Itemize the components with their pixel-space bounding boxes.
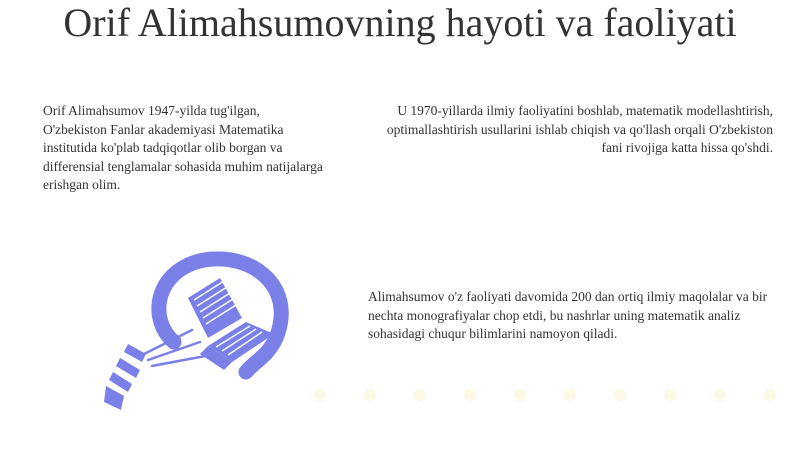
lightbulb-book-icon <box>96 250 316 425</box>
paragraph-publications: Alimahsumov o'z faoliyati davomida 200 dan ortiq ilmiy maqolalar va bir nechta monografiyalar chop etdi, bu nashrlar uning matematik analiz sohasidagi chuqur bilimlarini namoyon qiladi. <box>368 289 768 341</box>
decorative-dots <box>300 380 800 410</box>
page-title: Orif Alimahsumovning hayoti va faoliyati <box>63 0 737 45</box>
paragraph-career: U 1970-yillarda ilmiy faoliyatini boshlab, matematik modellashtirish, optimallashtirish usullarini ishlab chiqish va qo'llash orqali O'zbekiston fani rivojiga katta hissa qo'shdi. <box>386 103 773 155</box>
paragraph-birth: Orif Alimahsumov 1947-yilda tug'ilgan, O'zbekiston Fanlar akademiyasi Matematika institutida ko'plab tadqiqotlar olib borgan va differensial tenglamalar sohasida muhim natijalarga erishgan olim. <box>43 103 323 192</box>
